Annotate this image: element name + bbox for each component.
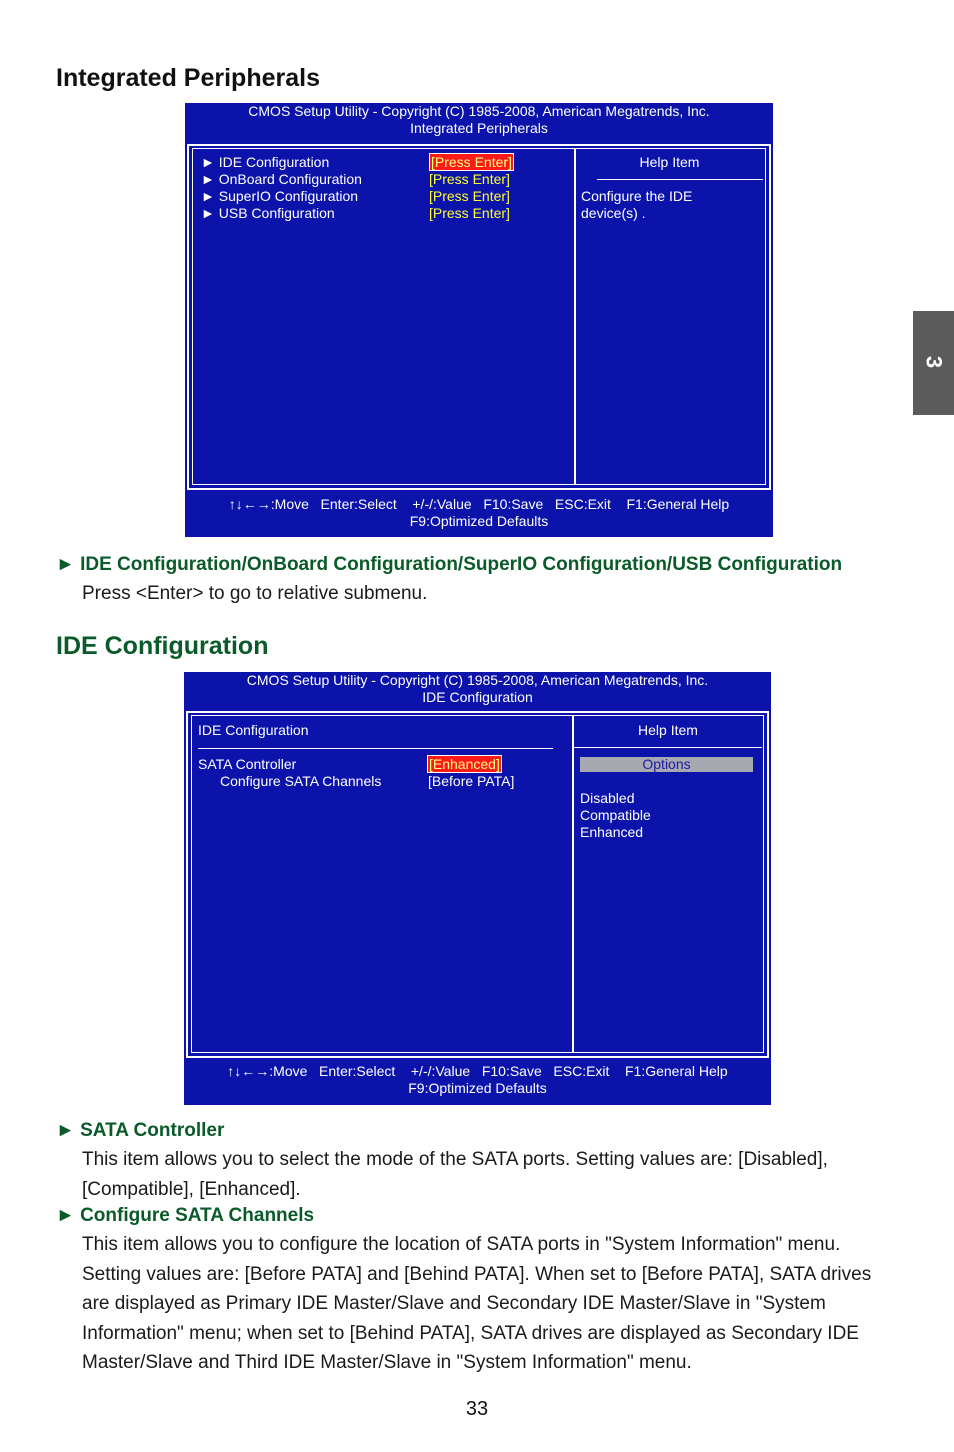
help-item-title: Help Item <box>639 154 700 170</box>
menu-item-configure-sata-channels[interactable]: Configure SATA Channels <box>220 773 382 789</box>
page-number: 33 <box>465 1398 489 1420</box>
options-label: Options <box>580 757 753 772</box>
help-title-underline <box>574 747 762 748</box>
chapter-tab <box>913 311 954 415</box>
option-enhanced[interactable]: Enhanced <box>580 824 644 840</box>
configure-sata-heading: ► Configure SATA Channels <box>56 1205 315 1226</box>
sata-controller-heading: ► SATA Controller <box>56 1120 225 1141</box>
configure-sata-body: This item allows you to configure the location of SATA ports in "System Information" menu. Setting values are: [Before PATA] and [Behind PATA]. When set to [Before PATA], SATA drives are displayed as Primary IDE Master/Slave and Secondary IDE Master/Slave in "System Information" menu; when set to [Behind PATA], SATA drives are displayed as Secondary IDE Master/Slave and Third IDE Master/Slave in "System Information" menu. <box>82 1234 872 1373</box>
menu-item-onboard-configuration[interactable]: ► OnBoard Configuration <box>201 171 362 187</box>
bios-screen-ide-configuration <box>184 672 771 1105</box>
help-text-line2: device(s) . <box>581 205 646 221</box>
bios-header-copyright: CMOS Setup Utility - Copyright (C) 1985-2008, American Megatrends, Inc. <box>246 672 709 688</box>
panel-title: IDE Configuration <box>198 722 309 738</box>
help-text-line1: Configure the IDE <box>581 188 693 204</box>
menu-item-usb-configuration[interactable]: ► USB Configuration <box>201 205 335 221</box>
chapter-number: 3 <box>921 355 947 369</box>
menu-item-superio-configuration[interactable]: ► SuperIO Configuration <box>201 188 359 204</box>
option-disabled[interactable]: Disabled <box>580 790 635 806</box>
section-heading-configurations: ► IDE Configuration/OnBoard Configuration/SuperIO Configuration/USB Configuration <box>56 554 843 575</box>
help-item-title: Help Item <box>638 722 698 738</box>
bios-footer-defaults: F9:Optimized Defaults <box>408 1080 547 1096</box>
help-title-underline <box>597 179 763 180</box>
bios-panel-divider <box>574 148 576 485</box>
menu-value-configure-sata-channels[interactable]: [Before PATA] <box>428 773 515 789</box>
bios-footer-keys: ↑↓←→:Move Enter:Select +/-/:Value F10:Save ESC:Exit F1:General Help <box>228 496 730 512</box>
bios-header-copyright: CMOS Setup Utility - Copyright (C) 1985-2008, American Megatrends, Inc. <box>248 103 710 119</box>
menu-value-superio-configuration[interactable]: [Press Enter] <box>429 188 510 204</box>
option-compatible[interactable]: Compatible <box>580 807 651 823</box>
ide-configuration-title: IDE Configuration <box>56 632 269 660</box>
menu-value-ide-configuration[interactable]: [Press Enter] <box>431 154 512 170</box>
menu-item-sata-controller[interactable]: SATA Controller <box>198 756 297 772</box>
bios-footer-defaults: F9:Optimized Defaults <box>409 513 549 529</box>
menu-value-onboard-configuration[interactable]: [Press Enter] <box>429 171 510 187</box>
bios-footer-keys: ↑↓←→:Move Enter:Select +/-/:Value F10:Save ESC:Exit F1:General Help <box>227 1063 728 1079</box>
page-title: Integrated Peripherals <box>56 64 320 92</box>
menu-value-usb-configuration[interactable]: [Press Enter] <box>429 205 510 221</box>
bios-panel-divider <box>572 715 574 1053</box>
section-body-configurations: Press <Enter> to go to relative submenu. <box>82 583 428 604</box>
bios-screen-integrated-peripherals <box>185 103 773 537</box>
panel-title-underline <box>198 748 553 749</box>
menu-value-sata-controller[interactable]: [Enhanced] <box>429 756 500 772</box>
sata-controller-body: This item allows you to select the mode of the SATA ports. Setting values are: [Disabled], [Compatible], [Enhanced]. <box>82 1149 828 1200</box>
bios-header-title: Integrated Peripherals <box>410 120 548 136</box>
menu-item-ide-configuration[interactable]: ► IDE Configuration <box>201 154 330 170</box>
bios-header-title: IDE Configuration <box>422 689 533 705</box>
